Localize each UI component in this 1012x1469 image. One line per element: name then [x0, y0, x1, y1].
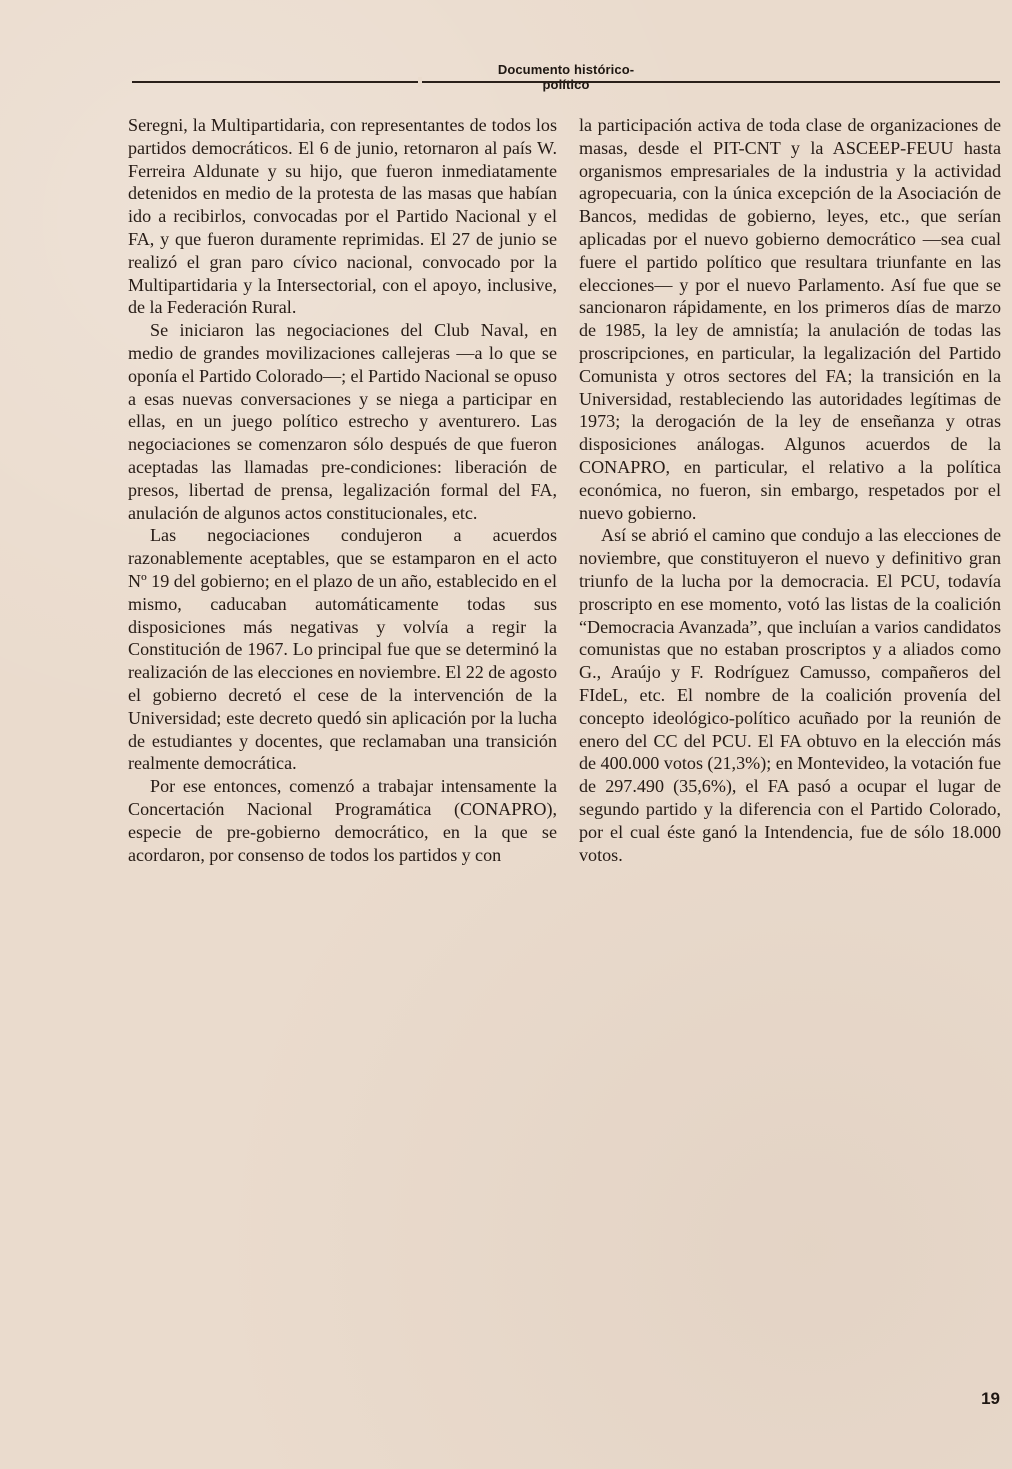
page-number: 19: [981, 1389, 1000, 1408]
left-paragraph-3: Las negociaciones condujeron a acuerdos razonablemente aceptables, que se estamparon en el acto Nº 19 del gobierno; en el plazo de un año, establecido en el mismo, caducaban automáticamente todas sus disposiciones más negativas y volvía a regir la Constitución de 1967. Lo principal fue que se determinó la realización de las elecciones en noviembre. El 22 de agosto el gobierno decretó el cese de la intervención de la Universidad; este decreto quedó sin aplicación por la lucha de estudiantes y docentes, que reclamaban una transición realmente democrática.: [128, 525, 557, 774]
right-paragraph-2: Así se abrió el camino que condujo a las elecciones de noviembre, que constituyeron el nuevo y definitivo gran triunfo de la lucha por la democracia. El PCU, todavía proscripto en ese momento, votó las listas de la coalición “Democracia Avanzada”, que incluían a varios candidatos comunistas que no estaban proscriptos y a aliados como G., Araújo y F. Rodríguez Camusso, compañeros del FIdeL, etc. El nombre de la coalición provenía del concepto ideológico-político acuñado por la reunión de enero del CC del PCU. El FA obtuvo en la elección más de 400.000 votos (21,3%); en Montevideo, la votación fue de 297.490 (35,6%), el FA pasó a ocupar el lugar de segundo partido y la diferencia con el Partido Colorado, por el cual éste ganó la Intendencia, fue de sólo 18.000 votos.: [579, 525, 1001, 865]
running-header: [132, 62, 1000, 92]
right-paragraph-1: la participación activa de toda clase de organizaciones de masas, desde el PIT-CNT y la ASCEEP-FEUU hasta organismos empresariales de la industria y la actividad agropecuaria, con la única excepción de la Asociación de Bancos, medidas de gobierno, leyes, etc., que serían aplicadas por el nuevo gobierno democrático —sea cual fuere el partido político que resultara triunfante en las elecciones— y por el nuevo Parlamento. Así fue que se sancionaron rápidamente, en los primeros días de marzo de 1985, la ley de amnistía; la anulación de todas las proscripciones, en particular, la legalización del Partido Comunista y otros sectores del FA; la transición en la Universidad, restableciendo las autoridades legítimas de 1973; la derogación de la ley de enseñanza y otras disposiciones análogas. Algunos acuerdos de la CONAPRO, en particular, el relativo a la política económica, no fueron, sin embargo, respetados por el nuevo gobierno.: [579, 115, 1001, 523]
header-rule: [132, 81, 1000, 83]
header-rule-gap: [418, 77, 422, 87]
header-title: Documento histórico-político: [497, 62, 635, 92]
left-paragraph-4: Por ese entonces, comenzó a trabajar intensamente la Concertación Nacional Programática (CONAPRO), especie de pre-gobierno democrático, en la que se acordaron, por consenso de todos los partidos y con: [128, 776, 557, 865]
right-column: [579, 114, 1001, 866]
left-paragraph-2: Se iniciaron las negociaciones del Club Naval, en medio de grandes movilizaciones callejeras —a lo que se oponía el Partido Colorado—; el Partido Nacional se opuso a esas nuevas conversaciones y se niega a participar en ellas, en un juego político estrecho y aventurero. Las negociaciones se comenzaron sólo después de que fueron aceptadas las llamadas pre-condiciones: liberación de presos, libertad de prensa, legalización formal del FA, anulación de algunos actos constitucionales, etc.: [128, 320, 557, 523]
left-paragraph-1: Seregni, la Multipartidaria, con representantes de todos los partidos democráticos. El 6 de junio, retornaron al país W. Ferreira Aldunate y su hijo, que fueron inmediatamente detenidos en medio de la protesta de las masas que habían ido a recibirlos, convocadas por el Partido Nacional y el FA, y que fueron duramente reprimidas. El 27 de junio se realizó el gran paro cívico nacional, convocado por la Multipartidaria y la Intersectorial, con el apoyo, inclusive, de la Federación Rural.: [128, 115, 557, 318]
left-column: [128, 114, 557, 866]
